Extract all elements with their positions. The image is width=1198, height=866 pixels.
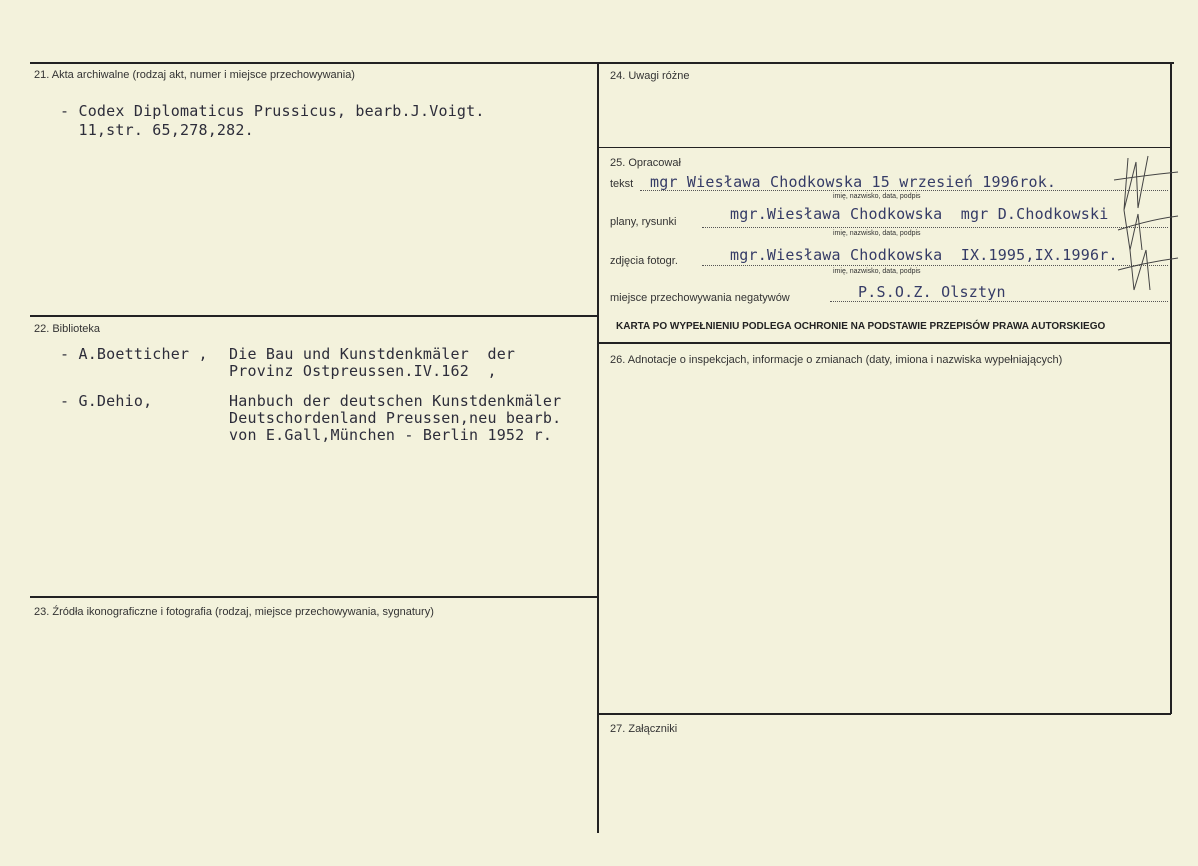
section-21-label: 21. Akta archiwalne (rodzaj akt, numer i miejsce przechowywania) [34,69,355,81]
section-23-label: 23. Źródła ikonograficzne i fotografia (rodzaj, miejsce przechowywania, sygnatury) [34,606,434,618]
miejsce-dotline [830,301,1168,302]
library-title-2c: von E.Gall,München - Berlin 1952 r. [229,426,553,444]
copyright-notice: KARTA PO WYPEŁNIENIU PODLEGA OCHRONIE NA PODSTAWIE PRZEPISÓW PRAWA AUTORSKIEGO [616,321,1106,332]
library-title-1a: Die Bau und Kunstdenkmäler der [229,345,516,363]
library-author-2: - G.Dehio, [60,392,153,410]
library-title-2b: Deutschordenland Preussen,neu bearb. [229,409,562,427]
rule-22-23 [30,596,598,598]
zdjecia-value: mgr.Wiesława Chodkowska IX.1995,IX.1996r. [730,246,1118,264]
center-divider [597,62,599,833]
tekst-caption: imię, nazwisko, data, podpis [833,193,921,200]
section-25-label: 25. Opracował [610,157,681,169]
zdjecia-dotline [702,265,1168,266]
section-22-label: 22. Biblioteka [34,323,101,335]
plany-value: mgr.Wiesława Chodkowska mgr D.Chodkowski [730,205,1109,223]
archive-line-1: - Codex Diplomaticus Prussicus, bearb.J.Voigt. [60,102,485,120]
rule-24-25 [598,147,1171,148]
zdjecia-label: zdjęcia fotogr. [610,255,678,267]
library-title-1b: Provinz Ostpreussen.IV.162 , [229,362,497,380]
library-author-1: - A.Boetticher , [60,345,208,363]
miejsce-value: P.S.O.Z. Olsztyn [858,283,1006,301]
rule-21-22 [30,315,598,317]
rule-26-27 [598,713,1171,715]
section-26-label: 26. Adnotacje o inspekcjach, informacje o zmianach (daty, imiona i nazwiska wypełniających) [610,354,1063,366]
signature-mark [1108,150,1183,300]
plany-caption: imię, nazwisko, data, podpis [833,230,921,237]
miejsce-label: miejsce przechowywania negatywów [610,292,790,304]
library-title-2a: Hanbuch der deutschen Kunstdenkmäler [229,392,562,410]
section-27-label: 27. Załączniki [610,723,678,735]
rule-25-26 [598,342,1171,344]
plany-dotline [702,227,1168,228]
archive-line-2: 11,str. 65,278,282. [60,121,254,139]
plany-label: plany, rysunki [610,216,677,228]
top-rule [30,62,1174,64]
section-24-label: 24. Uwagi różne [610,70,690,82]
zdjecia-caption: imię, nazwisko, data, podpis [833,268,921,275]
tekst-value: mgr Wiesława Chodkowska 15 wrzesień 1996rok. [650,173,1057,191]
tekst-label: tekst [610,178,634,190]
